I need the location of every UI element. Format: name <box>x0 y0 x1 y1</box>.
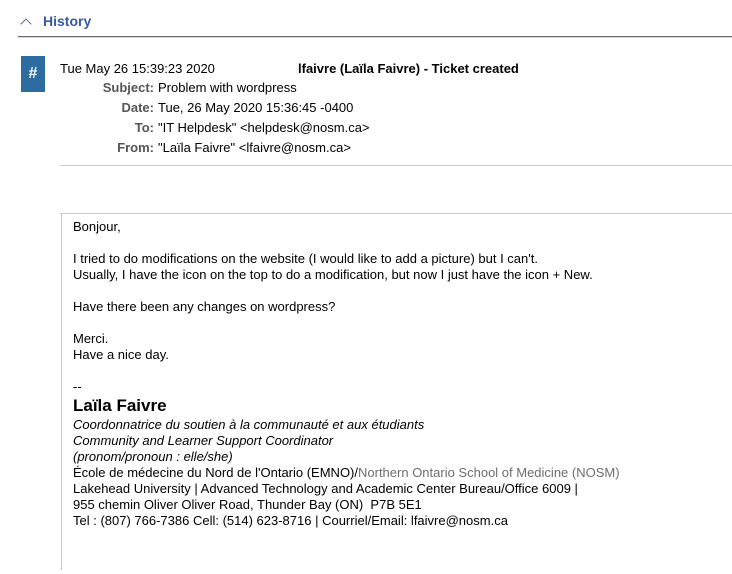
chevron-up-icon[interactable] <box>20 18 31 29</box>
header-row-to <box>60 120 370 137</box>
header-value: Problem with wordpress <box>158 80 297 95</box>
header-value: Tue, 26 May 2020 15:36:45 -0400 <box>158 100 354 115</box>
history-title: History <box>43 13 92 29</box>
history-divider <box>18 36 732 38</box>
signature-pronouns: (pronom/pronoun : elle/she) <box>73 449 233 464</box>
message-line: Have there been any changes on wordpress? <box>73 299 336 314</box>
signature-title-en: Community and Learner Support Coordinator <box>73 433 334 448</box>
header-divider <box>60 165 732 166</box>
signature-name: Laïla Faivre <box>73 396 167 415</box>
message-top-border <box>60 213 732 214</box>
header-row-from <box>60 140 351 157</box>
signature-title-fr: Coordonnatrice du soutien à la communauté et aux étudiants <box>73 417 425 432</box>
header-value: "IT Helpdesk" <helpdesk@nosm.ca> <box>158 120 370 135</box>
transaction-time: Tue May 26 15:39:23 2020 <box>60 61 215 76</box>
header-label: Subject: <box>102 80 154 95</box>
history-toggle[interactable] <box>22 11 91 31</box>
message-line: Merci. <box>73 331 109 346</box>
signature-school-en: Northern Ontario School of Medicine (NOSM) <box>358 465 620 480</box>
transaction-anchor-link[interactable]: # <box>21 56 45 92</box>
signature-university: Lakehead University | Advanced Technology and Academic Center Bureau/Office 6009 | <box>73 481 578 496</box>
header-value: "Laïla Faivre" <lfaivre@nosm.ca> <box>158 140 351 155</box>
message-line: Usually, I have the icon on the top to do a modification, but now I just have the icon + New. <box>73 267 593 282</box>
header-row-subject <box>60 80 297 97</box>
header-label: Date: <box>121 100 154 115</box>
message-line: I tried to do modifications on the website (I would like to add a picture) but I can't. <box>73 251 538 266</box>
signature-separator: -- <box>73 379 82 394</box>
signature-address: 955 chemin Oliver Oliver Road, Thunder Bay (ON) P7B 5E1 <box>73 497 422 512</box>
signature-school <box>73 465 620 480</box>
header-label: To: <box>134 120 154 135</box>
message-left-border <box>61 214 62 570</box>
message-greeting: Bonjour, <box>73 219 121 234</box>
header-row-date <box>60 100 353 117</box>
message-line: Have a nice day. <box>73 347 169 362</box>
header-label: From: <box>117 140 154 155</box>
signature-phone: Tel : (807) 766-7386 Cell: (514) 623-8716 | Courriel/Email: lfaivre@nosm.ca <box>73 513 508 528</box>
transaction-description: lfaivre (Laïla Faivre) - Ticket created <box>298 61 519 76</box>
signature-school-fr: École de médecine du Nord de l'Ontario (EMNO)/ <box>73 465 358 480</box>
